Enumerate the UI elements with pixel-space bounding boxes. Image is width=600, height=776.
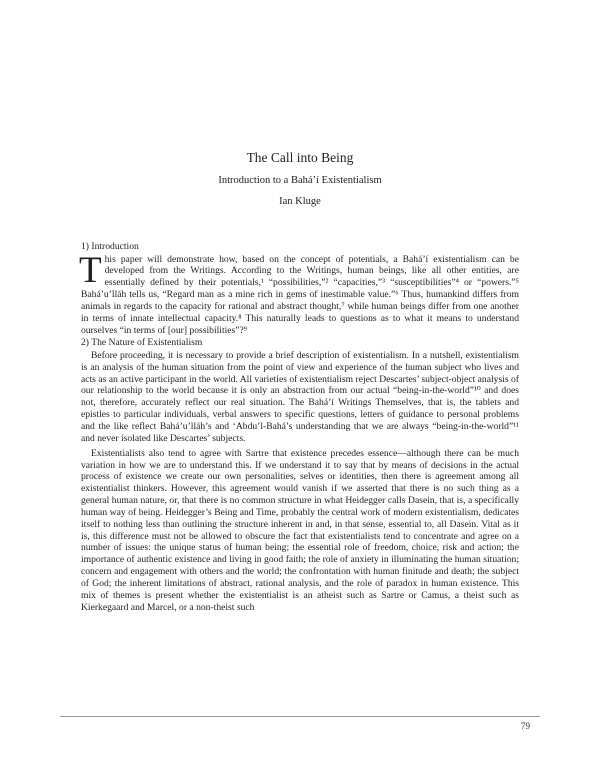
- paper-title: The Call into Being: [246, 150, 354, 165]
- page-number: 79: [521, 721, 530, 731]
- section-heading-nature-of-existentialism: 2) The Nature of Existentialism: [81, 337, 203, 349]
- footer-divider: [60, 716, 540, 717]
- article-body: [81, 241, 519, 613]
- section-heading-introduction: 1) Introduction: [81, 241, 139, 252]
- paper-subtitle: Introduction to a Bahá’í Existentialism: [218, 175, 382, 186]
- intro-paragraph-text: his paper will demonstrate how, based on the concept of potentials, a Bahá’í existentialism can be developed from the Writings. According to the Writings, human beings, like all other entities, are essentially defined by their potentials,¹ “possibilities,”² “capacities,”³ “susceptibilities”⁴ or “powers.”⁵ Bahá’u’lláh tells us, “Regard man as a mine rich in gems of inestimable value.”⁶ Thus, humankind differs from animals in regards to the capacity for rational and abstract thought,⁷ while human beings differ from one another in terms of innate intellectual capacity.⁸ This naturally leads to questions as to what it means to understand ourselves “in terms of [our] possibilities”?⁹: [81, 253, 519, 336]
- intro-paragraph: [79, 249, 519, 337]
- body-paragraph: Existentialists also tend to agree with Sartre that existence precedes essence—although there can be much variation in how we are to understand this. If we understand it to say that by means of decisions in the actual process of existence we create our own personalities, selves or identities, then there is agreement among all existentialist thinkers. However, this agreement would vanish if we asserted that there is no such thing as a general human nature, or, that there is no common structure in what Heidegger calls Dasein, that is, a specifically human way of being. Heidegger’s Being and Time, probably the central work of modern existentialism, dedicates itself to nothing less than outlining the structure inherent in and, in that sense, essential to, all Dasein. Vital as it is, this difference must not be allowed to obscure the fact that existentialists tend to concentrate and agree on a number of issues: the unique status of human being; the essential role of freedom, choice, risk and action; the importance of authentic existence and living in good faith; the role of anxiety in illuminating the human situation; concern and engagement with others and the world; the confrontation with human finitude and death; the subject of God; the inherent limitations of abstract, rational analysis, and the role of paradox in human existence. This mix of themes is present whether the existentialist is an atheist such as Sartre or Camus, a theist such as Kierkegaard and Marcel, or a non-theist such: [81, 447, 519, 613]
- body-paragraph: Before proceeding, it is necessary to provide a brief description of existentialism. In a nutshell, existentialism is an analysis of the human situation from the point of view and experience of the human subject who lives and acts as an active participant in the world. All varieties of existentialism reject Descartes’ subject-object analysis of our relationship to the world because it is only an abstraction from our actual “being-in-the-world”¹⁰ and does not, therefore, accurately reflect our real situation. The Bahá’í Writings Themselves, that is, the tablets and epistles to particular individuals, verbal answers to specific questions, letters of guidance to personal problems and the like reflect Bahá’u’lláh’s and ‘Abdu’l-Bahá’s understanding that we are always “being-in-the-world”¹¹ and never isolated like Descartes’ subjects.: [81, 349, 519, 444]
- drop-cap-letter: T: [79, 249, 102, 291]
- author-name: Ian Kluge: [279, 196, 321, 207]
